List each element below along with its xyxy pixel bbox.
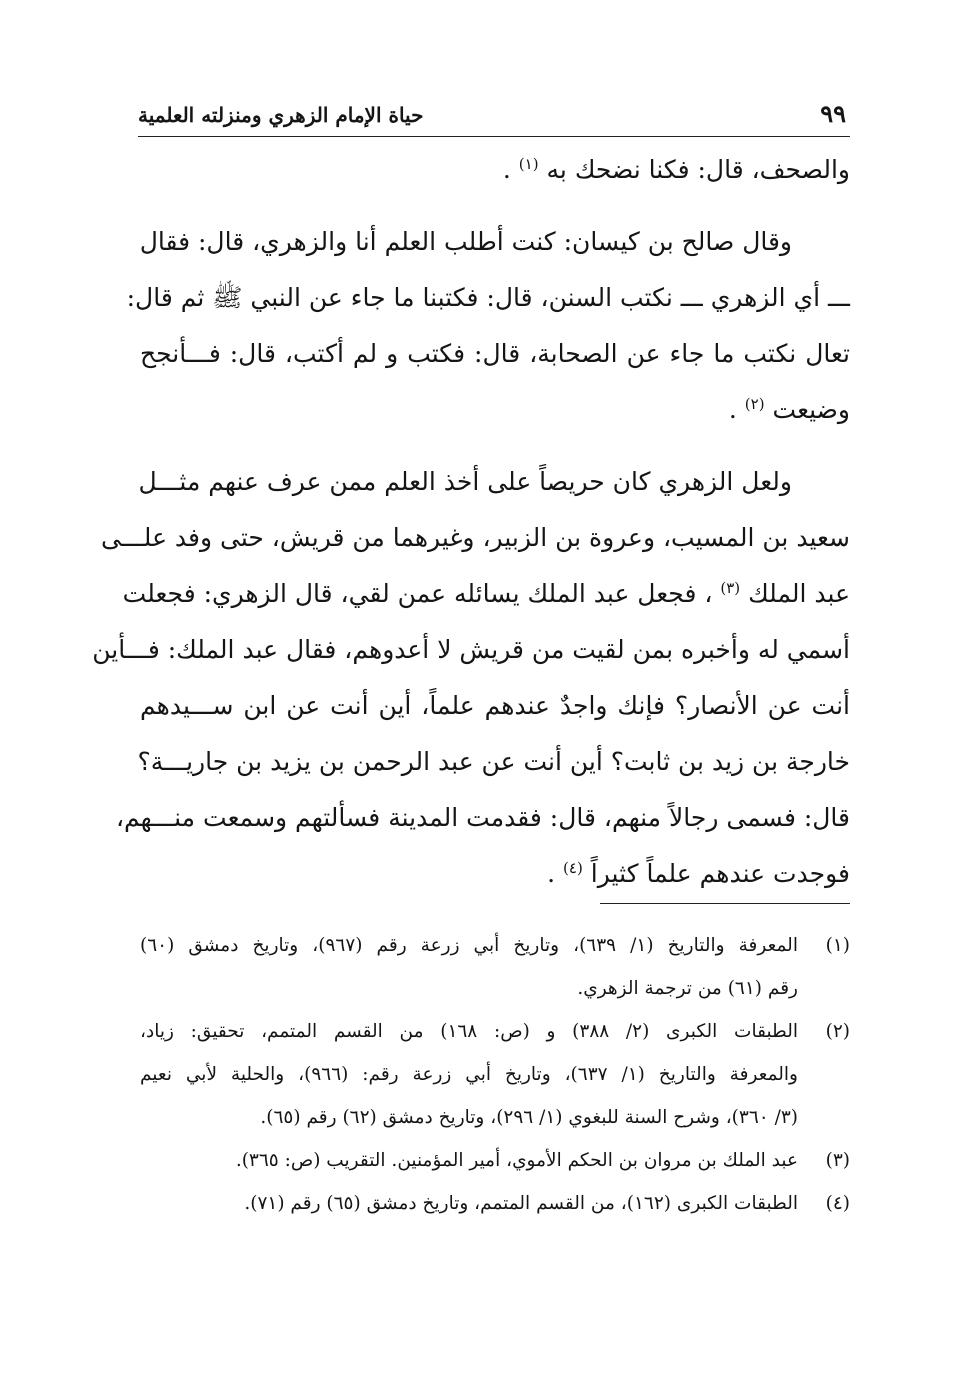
text-line bbox=[140, 846, 850, 902]
footnote-separator bbox=[600, 903, 850, 904]
footnote-3 bbox=[140, 1139, 850, 1182]
running-title: حياة الإمام الزهري ومنزلته العلمية bbox=[138, 103, 424, 127]
footnote-text: (٣/ ٣٦٠)، وشرح السنة للبغوي (١/ ٢٩٦)، وتاريخ دمشق (٦٢) رقم (٦٥). bbox=[260, 1107, 798, 1128]
text-line-content: والصحف، قال: فكنا نضحك به bbox=[546, 155, 850, 184]
footnote-text: عبد الملك بن مروان بن الحكم الأموي، أمير المؤمنين. التقريب (ص: ٣٦٥). bbox=[235, 1150, 798, 1171]
footnote-number: (٣) bbox=[825, 1150, 850, 1171]
footnote-2-continued bbox=[140, 1096, 850, 1139]
footnote-text: المعرفة والتاريخ (١/ ٦٣٩)، وتاريخ أبي زرعة رقم (٩٦٧)، وتاريخ دمشق (٦٠) bbox=[140, 935, 798, 956]
sentence-period: . bbox=[728, 395, 737, 424]
footnote-text: والمعرفة والتاريخ (١/ ٦٣٧)، وتاريخ أبي زرعة رقم: (٩٦٦)، والحلية لأبي نعيم bbox=[140, 1064, 798, 1085]
text-line: تعال نكتب ما جاء عن الصحابة، قال: فكتب و لم أكتب، قال: فـــأنجح bbox=[140, 339, 850, 368]
text-line: أنت عن الأنصار؟ فإنك واجدٌ عندهم علماً، أين أنت عن ابن ســـيدهم bbox=[140, 691, 850, 720]
footnote-1 bbox=[140, 924, 850, 967]
footnote-2-continued bbox=[140, 1053, 850, 1096]
footnote-4 bbox=[140, 1182, 850, 1225]
footnote-1-continued bbox=[140, 967, 850, 1010]
footnote-2 bbox=[140, 1010, 850, 1053]
text-line: ولعل الزهري كان حريصاً على أخذ العلم ممن عرف عنهم مثـــل bbox=[138, 467, 792, 496]
text-line: أسمي له وأخبره بمن لقيت من قريش لا أعدوهم، فقال عبد الملك: فـــأين bbox=[92, 635, 850, 664]
footnote-number: (٤) bbox=[825, 1193, 850, 1214]
header-rule bbox=[138, 136, 850, 137]
text-line bbox=[140, 142, 850, 198]
text-line bbox=[140, 382, 850, 438]
text-line: خارجة بن زيد بن ثابت؟ أين أنت عن عبد الرحمن بن يزيد بن جاريـــة؟ bbox=[137, 747, 850, 776]
footnotes bbox=[140, 924, 850, 1225]
paragraph-gap bbox=[140, 198, 850, 214]
footnote-ref: (٤) bbox=[563, 859, 583, 877]
footnote-text: رقم (٦١) من ترجمة الزهري. bbox=[577, 978, 798, 999]
footnote-number: (١) bbox=[825, 935, 850, 956]
sentence-period: . bbox=[547, 859, 556, 888]
text-line: قال: فسمى رجالاً منهم، قال: فقدمت المدينة فسألتهم وسمعت منـــهم، bbox=[115, 803, 850, 832]
text-line: وقال صالح بن كيسان: كنت أطلب العلم أنا والزهري، قال: فقال bbox=[139, 227, 792, 256]
text-line bbox=[122, 566, 850, 622]
text-line-content: ، فجعل عبد الملك يسائله عمن لقي، قال الزهري: فجعلت bbox=[122, 579, 713, 608]
text-line-content: عبد الملك bbox=[748, 579, 850, 608]
footnote-ref: (١) bbox=[518, 155, 539, 173]
text-line-content: وضيعت bbox=[772, 395, 850, 424]
footnote-text: الطبقات الكبرى (٢/ ٣٨٨) و (ص: ١٦٨) من القسم المتمم، تحقيق: زياد، bbox=[140, 1021, 798, 1042]
footnote-number: (٢) bbox=[825, 1021, 850, 1042]
page-header bbox=[138, 98, 850, 134]
footnote-text: الطبقات الكبرى (١٦٢)، من القسم المتمم، وتاريخ دمشق (٦٥) رقم (٧١). bbox=[244, 1193, 798, 1214]
text-line-content: فوجدت عندهم علماً كثيراً bbox=[590, 859, 850, 888]
text-line: ـــ أي الزهري ـــ نكتب السنن، قال: فكتبنا ما جاء عن النبي ﷺ ثم قال: bbox=[126, 283, 850, 312]
main-text bbox=[92, 142, 850, 902]
footnote-ref: (٣) bbox=[720, 579, 741, 597]
footnote-ref: (٢) bbox=[744, 395, 765, 413]
paragraph-gap bbox=[140, 438, 850, 454]
sentence-period: . bbox=[502, 155, 511, 184]
page-number: ٩٩ bbox=[820, 99, 846, 128]
text-line: سعيد بن المسيب، وعروة بن الزبير، وغيرهما من قريش، حتى وفد علـــى bbox=[100, 523, 850, 552]
